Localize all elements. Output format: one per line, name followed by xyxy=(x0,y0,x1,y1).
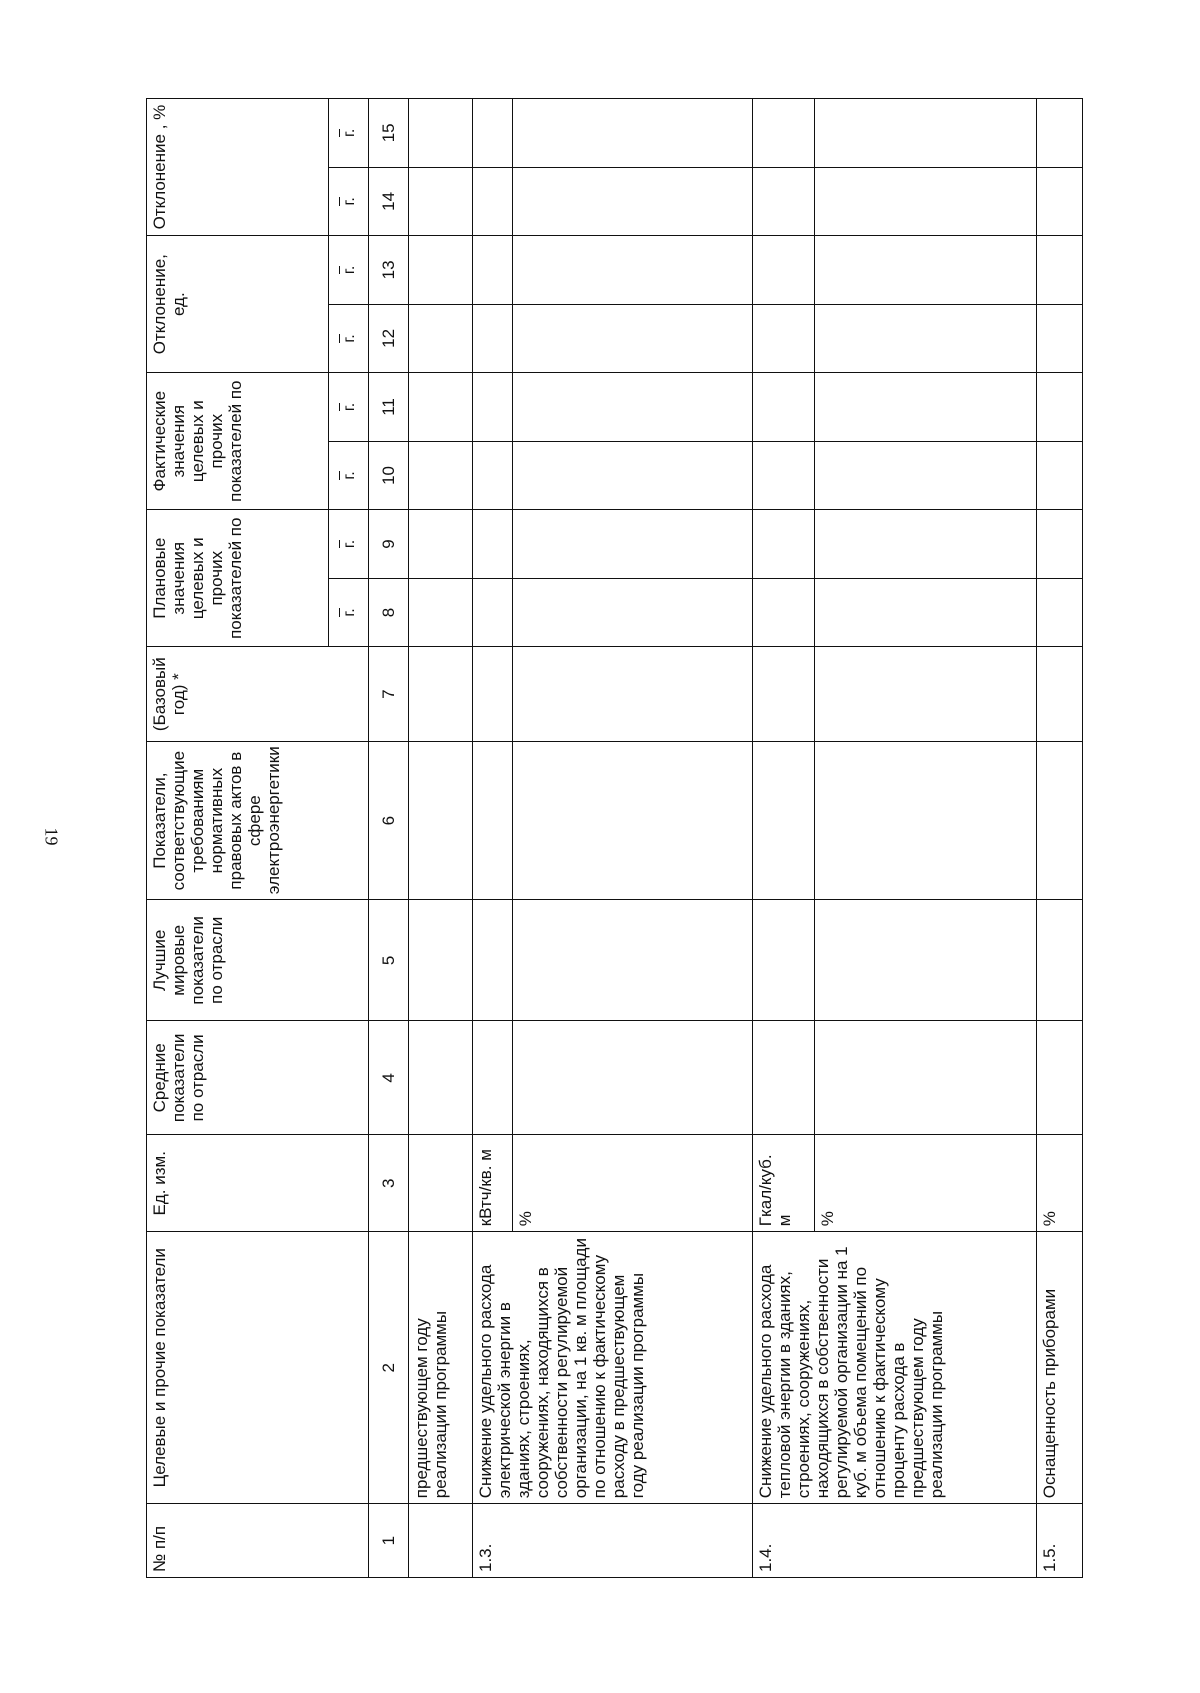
indicators-table xyxy=(146,98,1083,1578)
column-number: 8 xyxy=(369,578,409,647)
row-indicator: Снижение удельного расхода тепловой энергии в зданиях, строениях, сооружениях, находящихся в собственности регулируемой организации на 1 куб. м объема помещений по отношению к фактическому проценту расхода в предшествующем году реализации программы xyxy=(753,1232,1037,1504)
table-row xyxy=(1037,99,1083,1578)
row-unit: кВтч/кв. м xyxy=(473,1135,513,1232)
column-number: 10 xyxy=(369,441,409,510)
row-unit: Гкал/куб. м xyxy=(753,1135,815,1232)
table-row xyxy=(753,99,815,1578)
rotated-table-container xyxy=(146,98,1196,1578)
table-row xyxy=(409,99,473,1578)
column-number: 13 xyxy=(369,236,409,305)
header-unit: Ед. изм. xyxy=(147,1135,369,1232)
header-deviation-percent: Отклонение , % xyxy=(147,99,329,236)
header-num: № п/п xyxy=(147,1504,369,1578)
row-indicator: Снижение удельного расхода электрической энергии в зданиях, строениях, сооружениях, находящихся в собственности регулируемой организации, на 1 кв. м площади по отношению к фактическому расходу в предшествующем году реализации программы xyxy=(473,1232,753,1504)
year-cell: г. xyxy=(329,578,369,647)
row-num: 1.4. xyxy=(753,1504,1037,1578)
header-average: Средние показатели по отрасли xyxy=(147,1021,369,1135)
header-base-year: (Базовый год) * xyxy=(147,647,369,742)
year-cell: г. xyxy=(329,441,369,510)
column-number: 3 xyxy=(369,1135,409,1232)
page-number: 19 xyxy=(41,827,62,846)
column-number: 1 xyxy=(369,1504,409,1578)
header-deviation-units: Отклонение, ед. xyxy=(147,236,329,373)
row-num: 1.5. xyxy=(1037,1504,1083,1578)
column-number: 7 xyxy=(369,647,409,742)
year-cell: г. xyxy=(329,99,369,168)
header-indicators: Целевые и прочие показатели xyxy=(147,1232,369,1504)
row-unit: % xyxy=(815,1135,1037,1232)
year-cell: г. xyxy=(329,373,369,442)
header-regulatory: Показатели, соответствующие требованиям нормативных правовых актов в сфере электроэнергетики xyxy=(147,742,369,900)
column-number: 2 xyxy=(369,1232,409,1504)
row-indicator: предшествующем году реализации программы xyxy=(409,1232,473,1504)
year-cell: г. xyxy=(329,236,369,305)
year-cell: г. xyxy=(329,167,369,236)
header-actual: Фактические значения целевых и прочих показателей по xyxy=(147,373,329,510)
year-cell: г. xyxy=(329,510,369,579)
header-planned: Плановые значения целевых и прочих показателей по xyxy=(147,510,329,647)
table-row xyxy=(473,99,513,1578)
column-number: 14 xyxy=(369,167,409,236)
column-number: 4 xyxy=(369,1021,409,1135)
row-num: 1.3. xyxy=(473,1504,753,1578)
column-number: 6 xyxy=(369,742,409,900)
column-number: 11 xyxy=(369,373,409,442)
row-indicator: Оснащенность приборами xyxy=(1037,1232,1083,1504)
header-best-world: Лучшие мировые показатели по отрасли xyxy=(147,900,369,1021)
column-number: 5 xyxy=(369,900,409,1021)
row-unit: % xyxy=(513,1135,753,1232)
row-unit xyxy=(409,1135,473,1232)
column-number: 12 xyxy=(369,304,409,373)
row-num xyxy=(409,1504,473,1578)
column-number: 15 xyxy=(369,99,409,168)
year-cell: г. xyxy=(329,304,369,373)
column-number: 9 xyxy=(369,510,409,579)
row-unit: % xyxy=(1037,1135,1083,1232)
